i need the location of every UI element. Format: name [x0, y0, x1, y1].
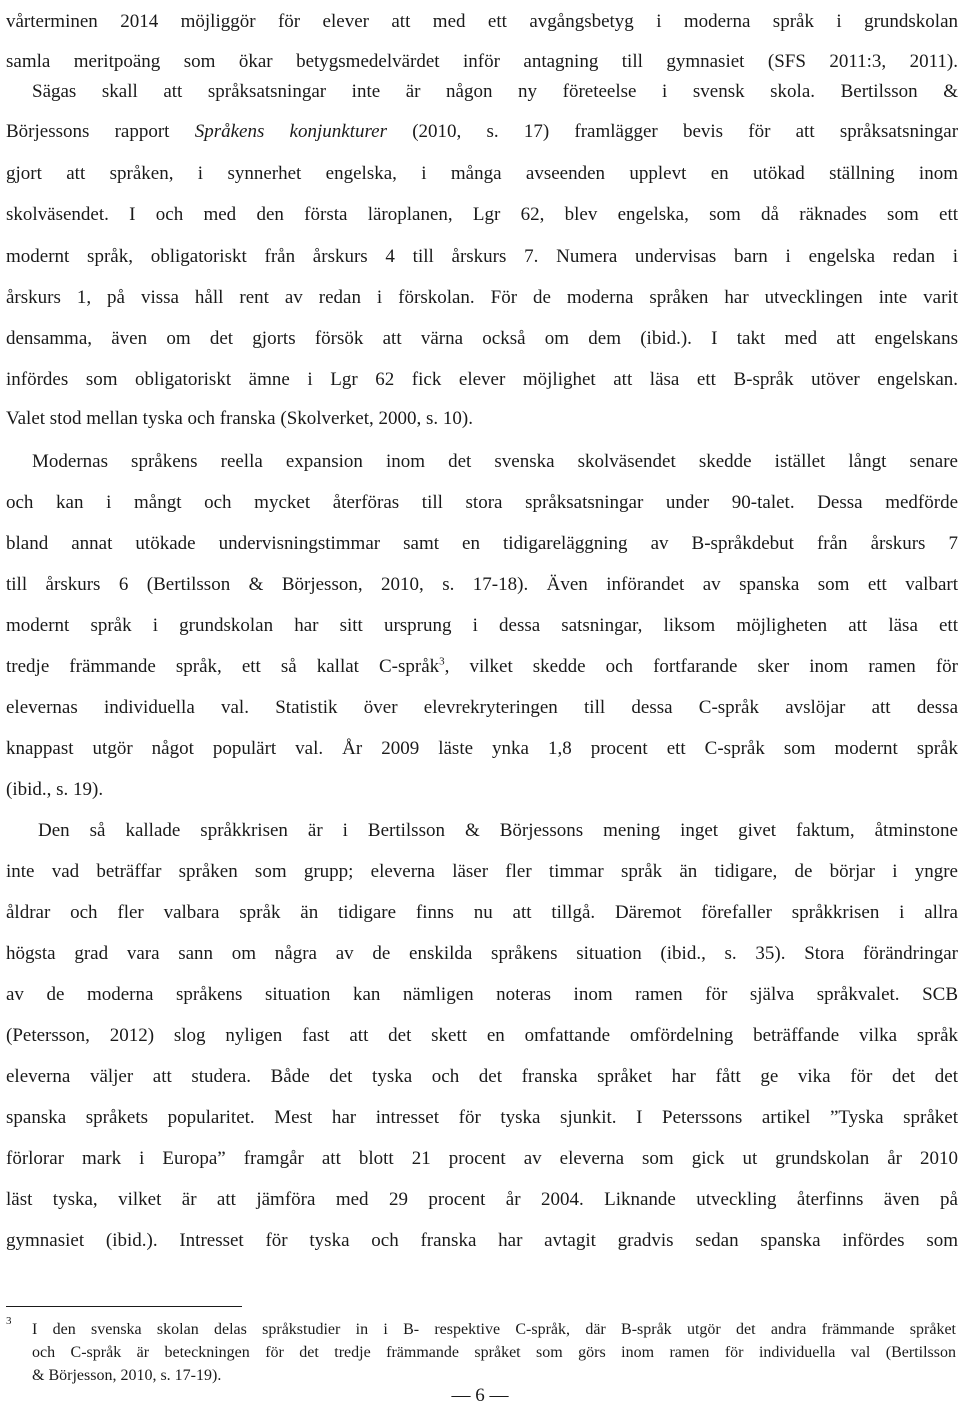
- paragraph-3-line-7: eleverna väljer att studera. Både det tyska och det franska språket har fått ge vika för det det: [6, 1066, 958, 1087]
- paragraph-2-line-4: till årskurs 6 (Bertilsson & Börjesson, 2010, s. 17-18). Även införandet av spanska som ett valbart: [6, 574, 958, 595]
- paragraph-2-line-6: [6, 647, 958, 687]
- paragraph-3-line-6: (Petersson, 2012) slog nyligen fast att det skett en omfattande omfördelning beträffande vilka språk: [6, 1025, 958, 1046]
- paragraph-1-line-8: årskurs 1, på vissa håll rent av redan i förskolan. För de moderna språken har utvecklingen inte varit: [6, 287, 958, 308]
- paragraph-3-line-10: läst tyska, vilket är att jämföra med 29 procent år 2004. Liknande utveckling återfinns även på: [6, 1189, 958, 1210]
- paragraph-1-line-3: Sägas skall att språksatsningar inte är någon ny företeelse i svensk skola. Bertilsson &: [32, 81, 958, 102]
- paragraph-1-line-7: modernt språk, obligatoriskt från årskurs 4 till årskurs 7. Numera undervisas barn i engelska redan i: [6, 246, 958, 267]
- paragraph-3-line-9: förlorar mark i Europa” framgår att blott 21 procent av eleverna som gick ut grundskolan år 2010: [6, 1148, 958, 1169]
- paragraph-2-line-2: och kan i mångt och mycket återföras till stora språksatsningar under 90-talet. Dessa medförde: [6, 492, 958, 513]
- footnote-line-2: och C-språk är beteckningen för det tredje främmande språket som görs inom ramen för individuella val (Bertilsson: [32, 1344, 956, 1361]
- paragraph-3-line-8: spanska språkets popularitet. Mest har intresset för tyska sjunkit. I Peterssons artikel ”Tyska språket: [6, 1107, 958, 1128]
- footnote-line-3: & Börjesson, 2010, s. 17-19).: [32, 1367, 222, 1384]
- paragraph-1-line-9: densamma, även om det gjorts försök att värna också om dem (ibid.). I takt med att engelskans: [6, 328, 958, 349]
- paragraph-3-line-3: åldrar och fler valbara språk än tidigare finns nu att tillgå. Däremot förefaller språkkrisen i allra: [6, 902, 958, 923]
- paragraph-2-line-1: Modernas språkens reella expansion inom det svenska skolväsendet skedde istället långt senare: [32, 451, 958, 472]
- paragraph-1-line-1: vårterminen 2014 möjliggör för elever att med ett avgångsbetyg i moderna språk i grundskolan: [6, 11, 958, 32]
- paragraph-2-line-8: knappast utgör något populärt val. År 2009 läste ynka 1,8 procent ett C-språk som modernt språk: [6, 738, 958, 759]
- paragraph-2-line-6-prefix: tredje främmande språk, ett så kallat C-språk: [6, 656, 440, 677]
- paragraph-1-line-4-rest: 17) framlägger bevis för att språksatsningar: [523, 121, 959, 142]
- page-number: — 6 —: [451, 1385, 509, 1406]
- book-title: Språkens konjunkturer: [194, 121, 387, 142]
- footnote-mark: 3: [6, 1315, 12, 1327]
- paragraph-3-line-1: Den så kallade språkkrisen är i Bertilsson & Börjessons mening inget givet faktum, åtminstone: [38, 820, 958, 841]
- paragraph-1-line-4-prefix: Börjessons rapport: [6, 121, 170, 142]
- paragraph-3-line-5: av de moderna språkens situation kan nämligen noteras inom ramen för själva språkvalet. SCB: [6, 984, 958, 1005]
- paragraph-1-line-4: [6, 112, 958, 152]
- paragraph-1-line-4-mid: (2010, s.: [412, 121, 499, 142]
- paragraph-2-line-6-rest: , vilket skedde och fortfarande sker inom ramen för: [444, 656, 958, 677]
- paragraph-2-line-3: bland annat utökade undervisningstimmar samt en tidigareläggning av B-språkdebut från årskurs 7: [6, 533, 958, 554]
- paragraph-1-line-10: infördes som obligatoriskt ämne i Lgr 62 fick elever möjlighet att läsa ett B-språk utöver engelskan.: [6, 369, 958, 390]
- paragraph-2-line-7: elevernas individuella val. Statistik över elevrekryteringen till dessa C-språk avslöjar att dessa: [6, 697, 958, 718]
- paragraph-2-line-9: (ibid., s. 19).: [6, 779, 104, 800]
- paragraph-1-line-6: skolväsendet. I och med den första läroplanen, Lgr 62, blev engelska, som då räknades som ett: [6, 204, 958, 225]
- paragraph-3-line-4: högsta grad vara sann om några av de enskilda språkens situation (ibid., s. 35). Stora förändringar: [6, 943, 958, 964]
- paragraph-1-line-2: samla meritpoäng som ökar betygsmedelvärdet inför antagning till gymnasiet (SFS 2011:3, 2011).: [6, 51, 958, 72]
- footnote-line-1: I den svenska skolan delas språkstudier in i B- respektive C-språk, där B-språk utgör det andra främmande språket: [32, 1321, 956, 1338]
- paragraph-1-line-5: gjort att språken, i synnerhet engelska, i många avseenden upplevt en utökad ställning inom: [6, 163, 958, 184]
- paragraph-1-line-11: Valet stod mellan tyska och franska (Skolverket, 2000, s. 10).: [6, 408, 473, 429]
- paragraph-2-line-5: modernt språk i grundskolan har sitt ursprung i dessa satsningar, liksom möjligheten att läsa ett: [6, 615, 958, 636]
- paragraph-3-line-11: gymnasiet (ibid.). Intresset för tyska och franska har avtagit gradvis sedan spanska infördes som: [6, 1230, 958, 1251]
- footnote-divider: [6, 1306, 242, 1307]
- paragraph-3-line-2: inte vad beträffar språken som grupp; eleverna läser fler timmar språk än tidigare, de börjar i yngre: [6, 861, 958, 882]
- footnote-reference[interactable]: 3: [439, 655, 445, 668]
